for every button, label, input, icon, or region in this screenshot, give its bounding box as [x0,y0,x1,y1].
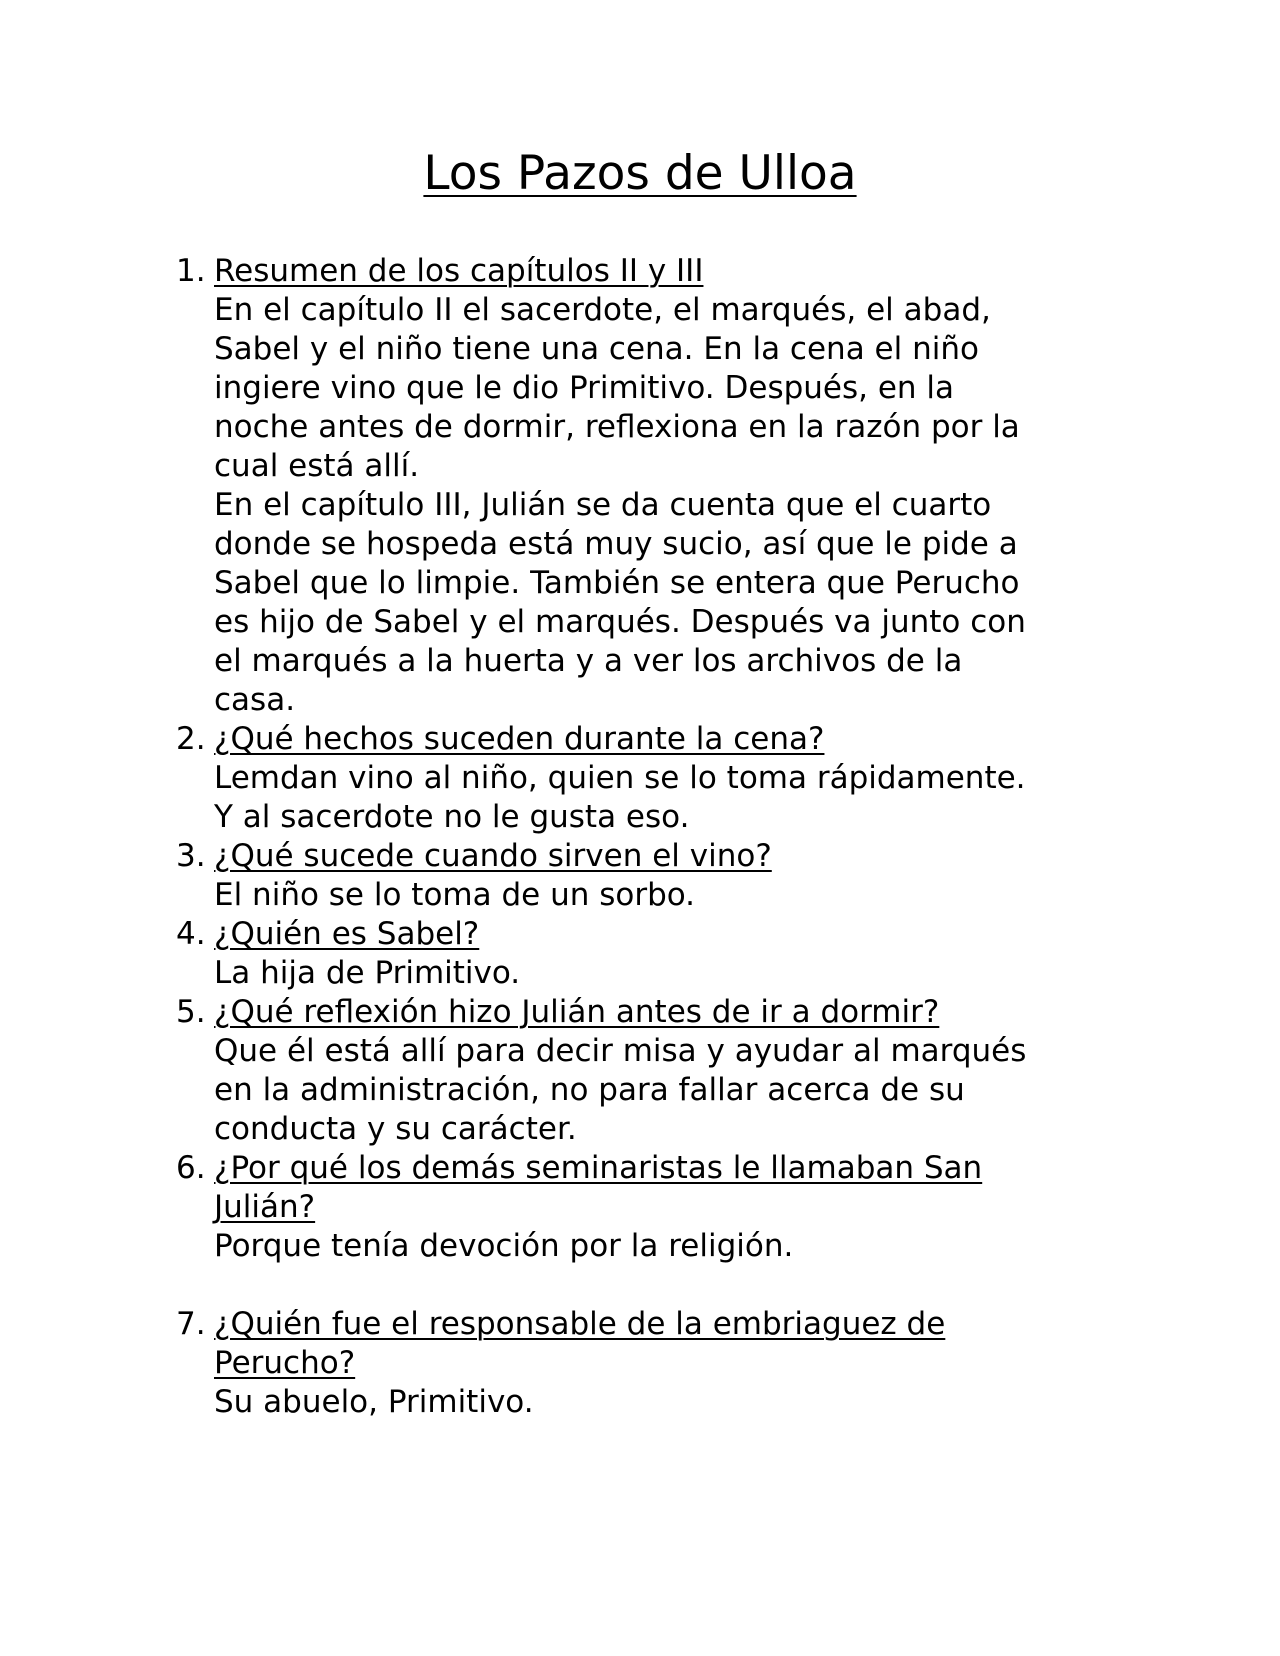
answer-line: Que él está allí para decir misa y ayudar al marqués [214,1033,1027,1069]
item-number: 2. [176,721,206,757]
answer-line: Su abuelo, Primitivo. [214,1384,534,1420]
item-number: 5. [176,994,206,1030]
question-text: ¿Qué hechos suceden durante la cena? [214,721,825,757]
question-text: ¿Qué reflexión hizo Julián antes de ir a dormir? [214,994,940,1030]
answer-line: Sabel y el niño tiene una cena. En la cena el niño [214,331,979,367]
question-item-7 [0,1305,1094,1422]
question-text: Resumen de los capítulos II y III [214,253,704,289]
answer-line: noche antes de dormir, reflexiona en la razón por la [214,409,1020,445]
item-number: 4. [176,916,206,952]
question-text: ¿Por qué los demás seminaristas le llamaban San [214,1150,983,1186]
answer-line: Y al sacerdote no le gusta eso. [214,799,690,835]
answer-line: donde se hospeda está muy sucio, así que le pide a [214,526,1018,562]
question-item-2 [0,720,1094,837]
question-text: Julián? [214,1189,316,1225]
answer-line: Lemdan vino al niño, quien se lo toma rápidamente. [214,760,1026,796]
answer-line: Porque tenía devoción por la religión. [214,1228,794,1264]
answer-line: Sabel que lo limpie. También se entera que Perucho [214,565,1020,601]
item-number: 1. [176,253,206,289]
answer-line: En el capítulo III, Julián se da cuenta que el cuarto [214,487,992,523]
answer-line: cual está allí. [214,448,420,484]
answer-line: el marqués a la huerta y a ver los archivos de la [214,643,963,679]
question-text: ¿Quién es Sabel? [214,916,480,952]
question-item-1 [0,252,1094,720]
item-number: 3. [176,838,206,874]
question-item-3 [0,837,1094,915]
answer-line: En el capítulo II el sacerdote, el marqués, el abad, [214,292,991,328]
item-number: 7. [176,1306,206,1342]
answer-line: El niño se lo toma de un sorbo. [214,877,696,913]
question-text: ¿Quién fue el responsable de la embriaguez de [214,1306,946,1342]
question-text: ¿Qué sucede cuando sirven el vino? [214,838,772,874]
answer-line: casa. [214,682,296,718]
document-title [0,142,1280,206]
blank-line [214,1266,1094,1305]
question-item-6 [0,1149,1094,1305]
question-item-4 [0,915,1094,993]
question-item-5 [0,993,1094,1149]
answer-line: ingiere vino que le dio Primitivo. Después, en la [214,370,955,406]
question-text: Perucho? [214,1345,356,1381]
item-number: 6. [176,1150,206,1186]
answer-line: es hijo de Sabel y el marqués. Después va junto con [214,604,1026,640]
answer-line: en la administración, no para fallar acerca de su [214,1072,965,1108]
answer-line: conducta y su carácter. [214,1111,577,1147]
answer-line: La hija de Primitivo. [214,955,521,991]
question-list [0,252,1280,1422]
document-title-text: Los Pazos de Ulloa [423,146,857,201]
